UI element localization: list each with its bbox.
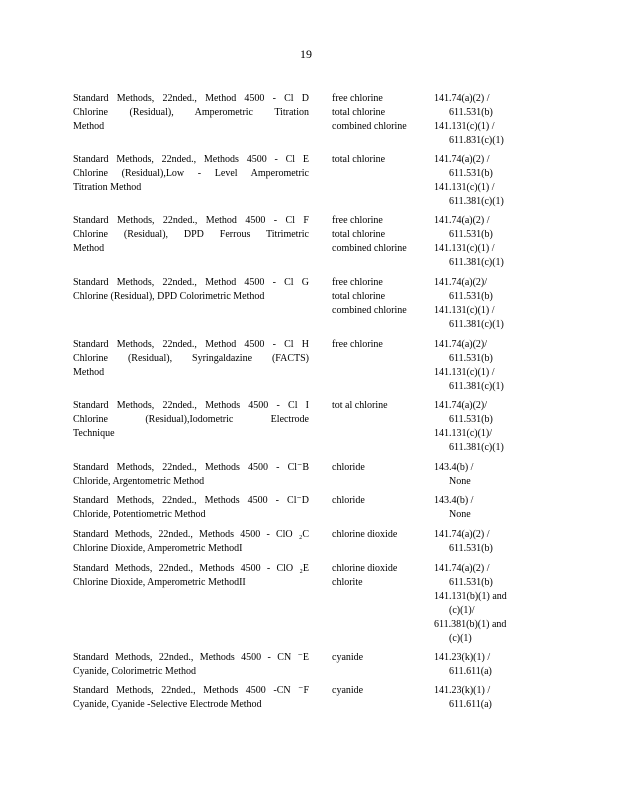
regulation-line: (c)(1)/ xyxy=(449,605,475,616)
analyte xyxy=(332,684,420,698)
analyte xyxy=(332,528,420,542)
analyte-line: chlorine dioxide xyxy=(332,529,398,540)
regulation-line: 141.131(c)(1)/ xyxy=(434,428,493,439)
regulation-line: 141.74(a)(2)/ xyxy=(434,400,488,411)
regulation-line: 141.74(a)(2) / xyxy=(434,563,490,574)
regulation-line: 611.531(b) xyxy=(449,291,493,302)
method-description xyxy=(73,276,309,304)
analyte xyxy=(332,651,420,665)
method-description-line: Standard Methods, 22nded., Method 4500 - Cl G xyxy=(73,277,309,288)
analyte xyxy=(332,494,420,508)
analyte xyxy=(332,399,420,413)
analyte xyxy=(332,461,420,475)
regulation-citation xyxy=(434,494,544,522)
regulation-line: 611.381(c)(1) xyxy=(449,442,504,453)
page-number: 19 xyxy=(300,47,312,61)
regulation-line: 141.131(c)(1) / xyxy=(434,305,495,316)
regulation-line: 141.131(b)(1) and xyxy=(434,591,507,602)
regulation-line: 611.381(c)(1) xyxy=(449,196,504,207)
regulation-line: 143.4(b) / xyxy=(434,462,474,473)
method-description-line: Standard Methods, 22nded., Methods 4500 - Cl⁻B xyxy=(73,462,309,473)
regulation-line: 141.74(a)(2) / xyxy=(434,529,490,540)
method-description-line: Standard Methods, 22nded., Method 4500 - Cl D xyxy=(73,93,309,104)
method-description-line: Chlorine (Residual), Amperometric Titration xyxy=(73,107,309,118)
method-description-line: Standard Methods, 22nded., Methods 4500 -CN ⁻F xyxy=(73,685,309,696)
method-description-line: Standard Methods, 22nded., Methods 4500 - Cl I xyxy=(73,400,309,411)
method-description-line: Standard Methods, 22nded., Methods 4500 - CN ⁻E xyxy=(73,652,309,663)
method-description xyxy=(73,684,309,712)
analyte-line: total chlorine xyxy=(332,229,386,240)
analyte-line: chlorine dioxide xyxy=(332,563,398,574)
analyte-line: tot al chlorine xyxy=(332,400,388,411)
regulation-citation xyxy=(434,338,544,394)
analyte-line: free chlorine xyxy=(332,93,383,104)
analyte xyxy=(332,214,420,256)
regulation-line: 141.23(k)(1) / xyxy=(434,652,491,663)
regulation-line: None xyxy=(449,476,471,487)
regulation-line: 611.531(b) xyxy=(449,353,493,364)
regulation-line: 611.381(c)(1) xyxy=(449,257,504,268)
method-description-line: Standard Methods, 22nded., Method 4500 - Cl H xyxy=(73,339,309,350)
regulation-line: 141.74(a)(2)/ xyxy=(434,339,488,350)
regulation-line: 141.74(a)(2) / xyxy=(434,154,490,165)
analyte-line: combined chlorine xyxy=(332,243,407,254)
regulation-line: 611.381(c)(1) xyxy=(449,381,504,392)
method-description-line: Chlorine (Residual), Syringaldazine (FACTS) xyxy=(73,353,309,364)
method-description-line: Method xyxy=(73,367,105,378)
method-description-line: Technique xyxy=(73,428,115,439)
analyte-line: total chlorine xyxy=(332,291,386,302)
regulation-citation xyxy=(434,153,544,209)
regulation-line: 141.131(c)(1) / xyxy=(434,121,495,132)
method-description-line: Chloride, Potentiometric Method xyxy=(73,509,206,520)
analyte xyxy=(332,338,420,352)
method-description-line: Chlorine Dioxide, Amperometric MethodI xyxy=(73,543,243,554)
regulation-citation xyxy=(434,651,544,679)
method-description-line: Method xyxy=(73,243,105,254)
regulation-line: 611.531(b) xyxy=(449,543,493,554)
regulation-line: 611.831(c)(1) xyxy=(449,135,504,146)
method-description xyxy=(73,92,309,134)
analyte-line: chloride xyxy=(332,495,365,506)
regulation-line: 611.531(b) xyxy=(449,168,493,179)
method-description-line: Chlorine (Residual), DPD Ferrous Titrimetric xyxy=(73,229,309,240)
analyte xyxy=(332,562,420,590)
analyte-line: free chlorine xyxy=(332,277,383,288)
analyte-line: free chlorine xyxy=(332,215,383,226)
method-description-line: Titration Method xyxy=(73,182,142,193)
analyte xyxy=(332,276,420,318)
method-description xyxy=(73,214,309,256)
regulation-citation xyxy=(434,276,544,332)
regulation-citation xyxy=(434,528,544,556)
analyte-line: combined chlorine xyxy=(332,305,407,316)
regulation-citation xyxy=(434,562,544,646)
regulation-citation xyxy=(434,461,544,489)
method-description-line: Chlorine (Residual),Iodometric Electrode xyxy=(73,414,309,425)
regulation-line: 611.531(b) xyxy=(449,577,493,588)
method-description-line: Standard Methods, 22nded., Methods 4500 - ClO ₂C xyxy=(73,529,309,540)
method-description xyxy=(73,562,309,590)
regulation-citation xyxy=(434,214,544,270)
method-description xyxy=(73,153,309,195)
analyte-line: total chlorine xyxy=(332,107,386,118)
regulation-citation xyxy=(434,92,544,148)
analyte xyxy=(332,153,420,167)
regulation-line: 611.611(a) xyxy=(449,699,492,710)
method-description-line: Method xyxy=(73,121,105,132)
method-description xyxy=(73,528,309,556)
regulation-line: 611.611(a) xyxy=(449,666,492,677)
method-description-line: Chlorine (Residual),Low - Level Amperometric xyxy=(73,168,309,179)
regulation-line: 611.531(b) xyxy=(449,229,493,240)
analyte xyxy=(332,92,420,134)
regulation-line: 143.4(b) / xyxy=(434,495,474,506)
regulation-line: 141.131(c)(1) / xyxy=(434,367,495,378)
analyte-line: chlorite xyxy=(332,577,363,588)
regulation-line: 141.23(k)(1) / xyxy=(434,685,491,696)
regulation-citation xyxy=(434,684,544,712)
method-description-line: Standard Methods, 22nded., Methods 4500 - Cl E xyxy=(73,154,309,165)
method-description xyxy=(73,338,309,380)
analyte-line: cyanide xyxy=(332,685,364,696)
method-description xyxy=(73,399,309,441)
analyte-line: total chlorine xyxy=(332,154,386,165)
method-description-line: Standard Methods, 22nded., Methods 4500 - ClO ₂E xyxy=(73,563,309,574)
regulation-line: 141.131(c)(1) / xyxy=(434,182,495,193)
regulation-citation xyxy=(434,399,544,455)
regulation-line: 611.531(b) xyxy=(449,107,493,118)
analyte-line: cyanide xyxy=(332,652,364,663)
regulation-line: 611.381(c)(1) xyxy=(449,319,504,330)
method-description-line: Cyanide, Colorimetric Method xyxy=(73,666,197,677)
regulation-line: None xyxy=(449,509,471,520)
method-description-line: Chloride, Argentometric Method xyxy=(73,476,205,487)
regulation-line: 141.131(c)(1) / xyxy=(434,243,495,254)
method-description-line: Chlorine Dioxide, Amperometric MethodII xyxy=(73,577,246,588)
analyte-line: free chlorine xyxy=(332,339,383,350)
regulation-line: 141.74(a)(2) / xyxy=(434,215,490,226)
regulation-line: 611.531(b) xyxy=(449,414,493,425)
method-description-line: Standard Methods, 22nded., Method 4500 - Cl F xyxy=(73,215,309,226)
method-description xyxy=(73,461,309,489)
method-description xyxy=(73,651,309,679)
regulation-line: 611.381(b)(1) and xyxy=(434,619,507,630)
method-description xyxy=(73,494,309,522)
method-description-line: Chlorine (Residual), DPD Colorimetric Method xyxy=(73,291,265,302)
method-description-line: Cyanide, Cyanide -Selective Electrode Method xyxy=(73,699,262,710)
regulation-line: 141.74(a)(2)/ xyxy=(434,277,488,288)
analyte-line: chloride xyxy=(332,462,365,473)
analyte-line: combined chlorine xyxy=(332,121,407,132)
regulation-line: (c)(1) xyxy=(449,633,472,644)
method-description-line: Standard Methods, 22nded., Methods 4500 - Cl⁻D xyxy=(73,495,309,506)
regulation-line: 141.74(a)(2) / xyxy=(434,93,490,104)
